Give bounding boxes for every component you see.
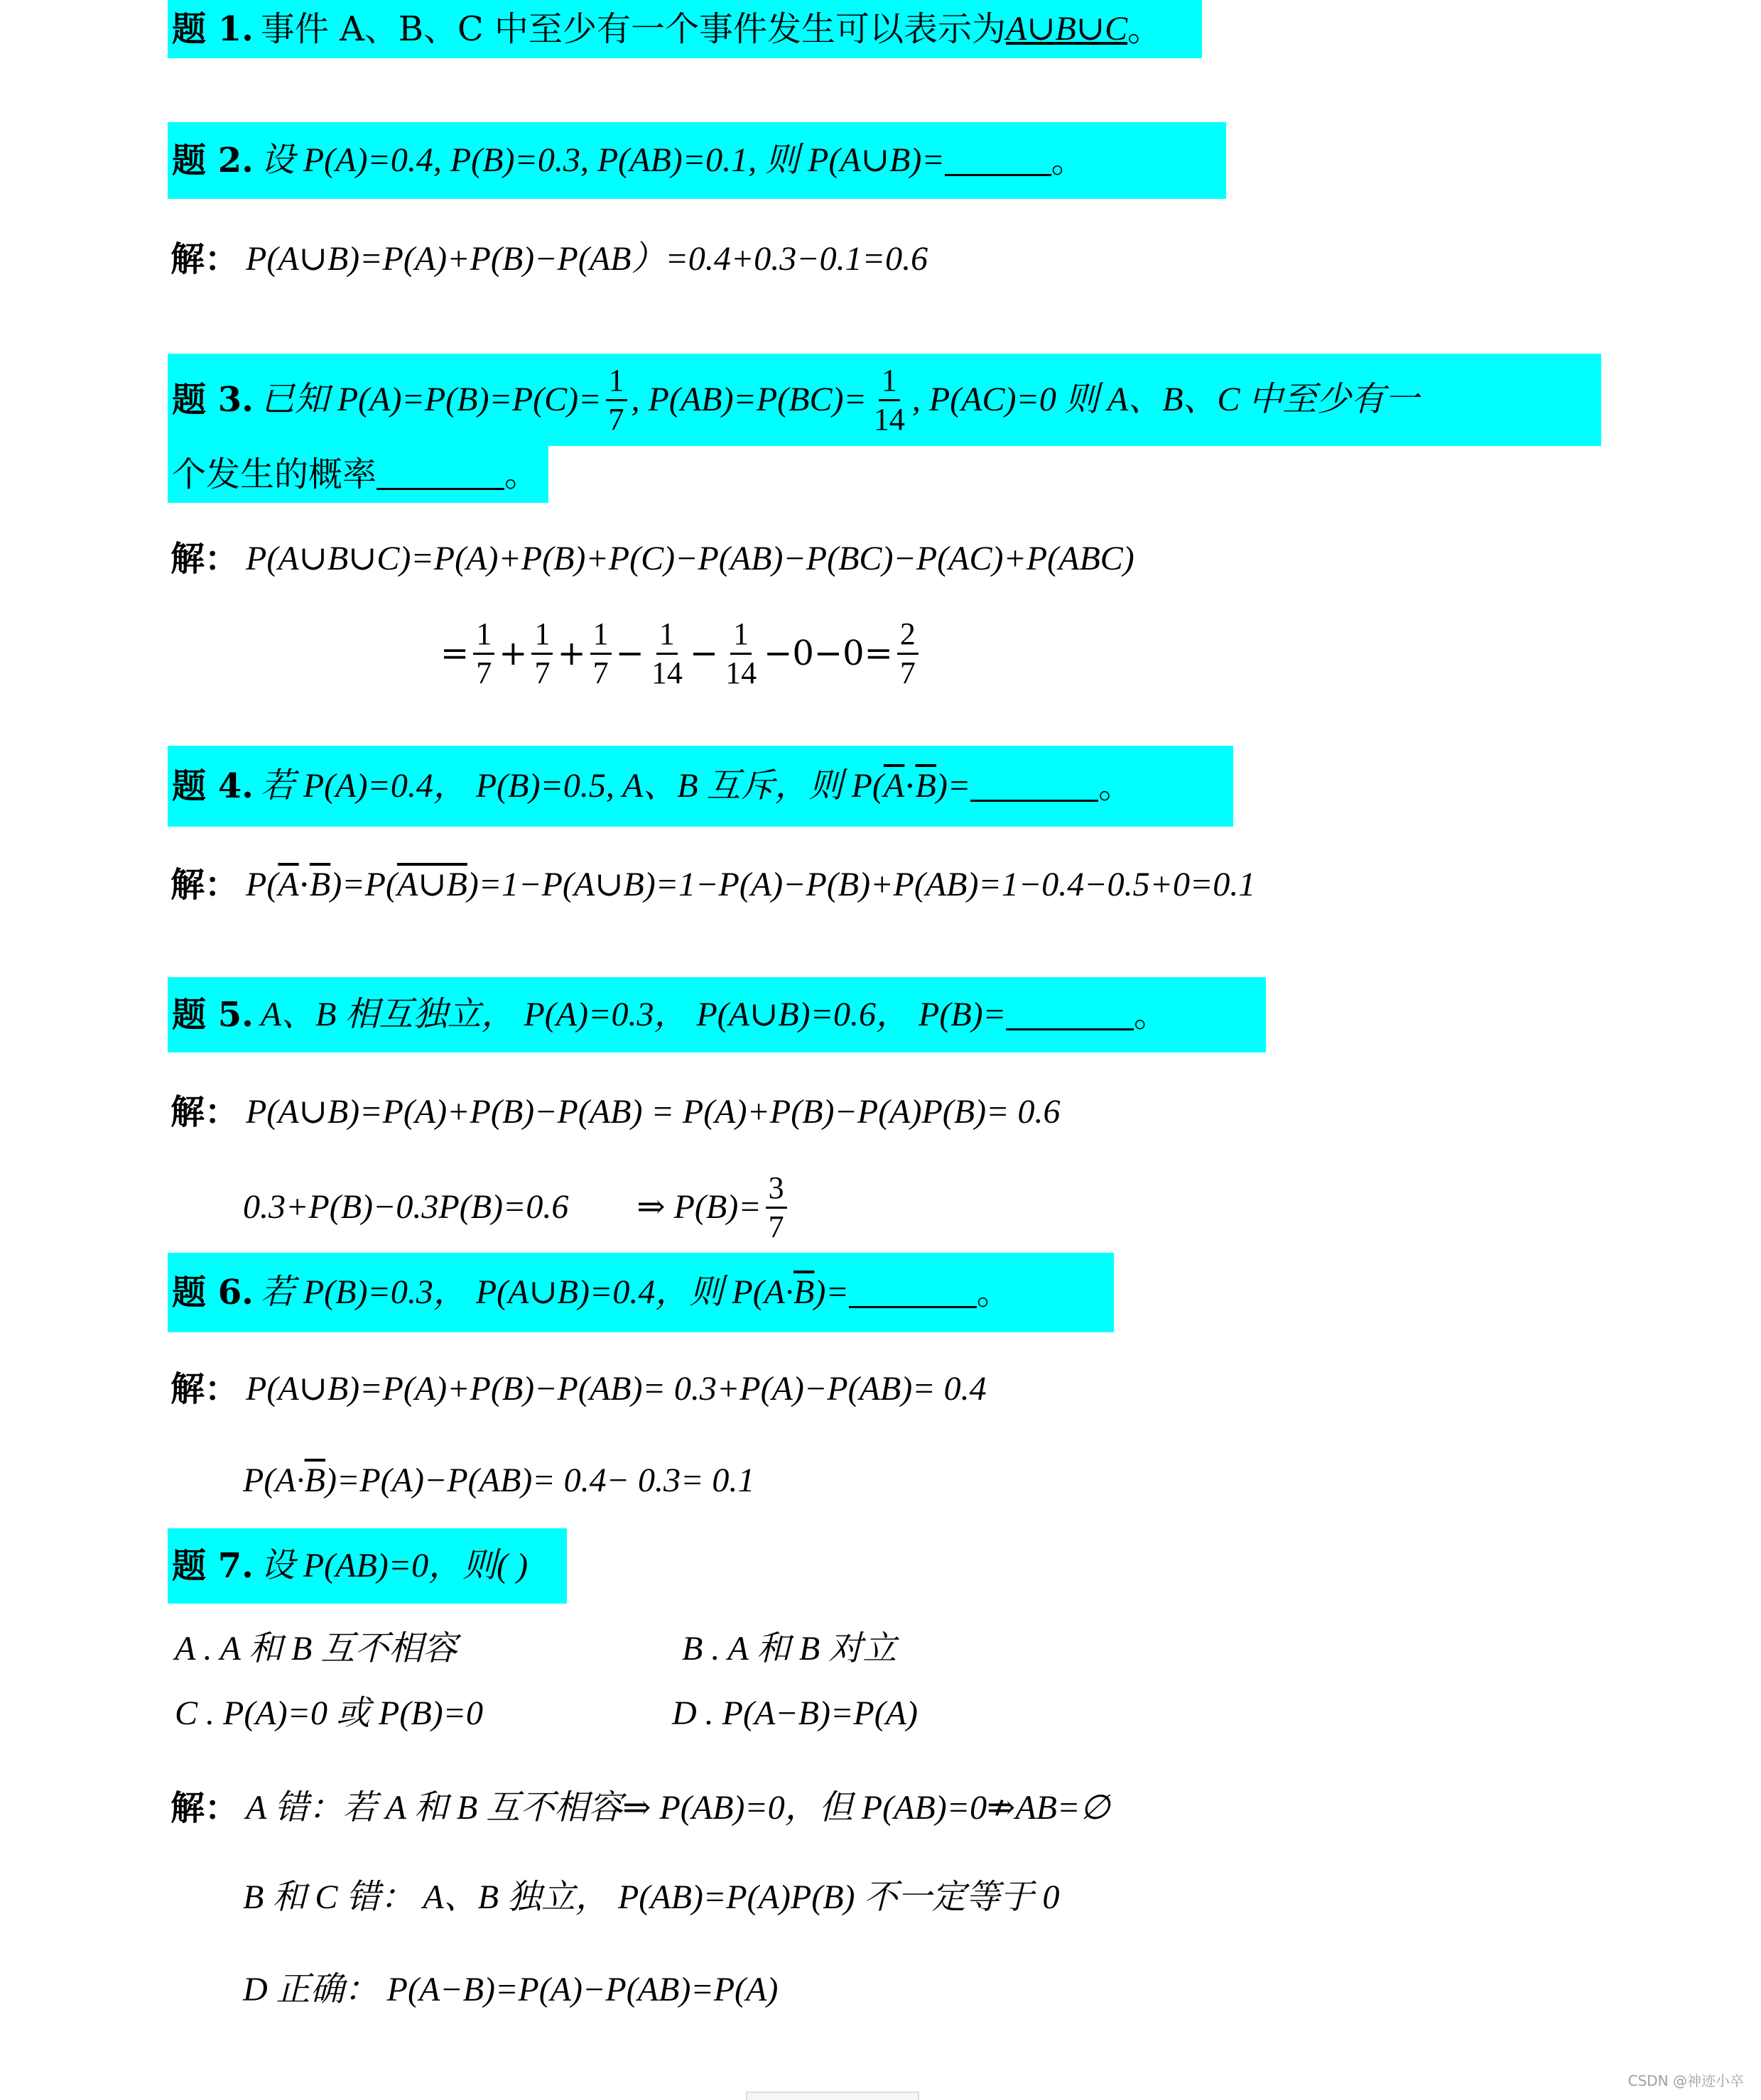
question-1-text: 事件 A、B、C 中至少有一个事件发生可以表示为	[260, 9, 1007, 49]
solution-3-fraction-1	[473, 616, 494, 690]
solution-5-line-2	[243, 1165, 791, 1250]
solution-7-line-3: D 正确： P(A−B)=P(A)−P(AB)=P(A)	[243, 1971, 779, 2008]
question-6-end: 。	[976, 1273, 1011, 1312]
question-2-text: 设 P(A)=0.4, P(B)=0.3, P(AB)=0.1, 则 P(A∪B)=	[260, 141, 945, 179]
question-4-text-b: )=	[936, 767, 971, 805]
fraction-denominator: 7	[899, 655, 916, 690]
fraction-denominator: 7	[476, 655, 492, 690]
solution-4-bar-a: $\overline{A}$	[278, 866, 299, 903]
fraction-denominator: 7	[768, 1209, 784, 1244]
fraction-numerator: 3	[766, 1173, 787, 1209]
solution-3-op-4: −	[689, 633, 719, 673]
question-5-text: A、B 相互独立， P(A)=0.3， P(A∪B)=0.6， P(B)=	[260, 996, 1007, 1033]
question-3-end: 。	[504, 455, 539, 494]
question-3-fraction-a	[606, 362, 627, 437]
solution-5-line-1-text: P(A∪B)=P(A)+P(B)−P(AB) = P(A)+P(B)−P(A)P(B)= 0.6	[246, 1093, 1061, 1131]
question-4-end: 。	[1098, 766, 1133, 806]
solution-3-line-1	[170, 534, 1134, 584]
question-5-blank	[1006, 1000, 1134, 1030]
solution-3-op-3: −	[615, 633, 644, 673]
page-tab	[746, 2091, 919, 2100]
solution-4-bar-b: $\overline{B}$	[309, 866, 331, 903]
solution-5-line-2-implies: ⇒ P(B)=	[636, 1188, 762, 1226]
fraction-numerator: 1	[656, 619, 678, 655]
solution-3-fraction-4	[649, 616, 686, 690]
question-1	[168, 0, 1202, 58]
question-4-bar-b: $\overline{B}$	[915, 767, 936, 805]
question-6-text-b: )=	[814, 1273, 849, 1311]
solution-7-label: 解：	[170, 1788, 239, 1828]
question-1-end: 。	[1127, 9, 1162, 49]
fraction-denominator: 7	[534, 655, 551, 690]
solution-4-bar-union: A∪B	[396, 866, 467, 903]
question-4-label: 题 4.	[172, 766, 254, 806]
solution-3-line-1-text: P(A∪B∪C)=P(A)+P(B)+P(C)−P(AB)−P(BC)−P(AC)+P(ABC)	[246, 540, 1134, 577]
solution-3-fraction-2	[531, 616, 553, 690]
solution-4	[170, 856, 1255, 913]
solution-5-line-1	[170, 1087, 1060, 1138]
solution-3-tail: −0−0=	[764, 633, 893, 673]
solution-3-fraction-3	[590, 616, 612, 690]
question-4-bar-a: $\overline{A}$	[883, 767, 905, 805]
solution-2-label: 解：	[170, 239, 239, 279]
solution-3-line-2	[440, 611, 923, 696]
fraction-numerator: 1	[531, 619, 553, 655]
fraction-numerator: 1	[590, 619, 612, 655]
solution-3-fraction-5	[722, 616, 759, 690]
solution-4-p3: )=1−P(A∪B)=1−P(A)−P(B)+P(AB)=1−0.4−0.5+0=0.1	[467, 866, 1256, 903]
question-6-blank	[849, 1278, 977, 1308]
solution-4-dot: ·	[298, 865, 310, 905]
fraction-numerator: 1	[730, 619, 752, 655]
fraction-denominator: 14	[725, 655, 757, 690]
question-6-bar-b: $\overline{B}$	[793, 1273, 815, 1311]
fraction-denominator: 14	[873, 401, 905, 437]
question-2-label: 题 2.	[172, 141, 254, 180]
solution-6-line-2-a: P(A·	[243, 1462, 305, 1499]
question-7-label: 题 7.	[172, 1546, 254, 1586]
question-3-line-1	[168, 354, 1601, 446]
solution-4-p1: P(	[246, 866, 278, 903]
question-7	[168, 1528, 567, 1604]
solution-6-line-2-b: )=P(A)−P(AB)= 0.4− 0.3= 0.1	[325, 1462, 755, 1499]
question-4-blank	[970, 771, 1098, 802]
question-2-blank	[945, 146, 1051, 176]
question-4	[168, 746, 1233, 827]
solution-6-label: 解：	[170, 1369, 239, 1409]
solution-5-fraction	[766, 1170, 787, 1244]
question-3-line-2	[168, 446, 548, 503]
solution-7-line-1-text: A 错：若 A 和 B 互不相容⇒ P(AB)=0，但 P(AB)=0⇏AB=∅	[246, 1789, 1110, 1827]
solution-6-line-2-bar: $\overline{B}$	[304, 1462, 325, 1499]
fraction-denominator: 14	[651, 655, 683, 690]
question-2	[168, 122, 1226, 199]
question-6-text-a: 若 P(B)=0.3， P(A∪B)=0.4，则 P(A·	[260, 1273, 793, 1311]
question-7-option-d: D . P(A−B)=P(A)	[672, 1694, 918, 1732]
solution-3-eq: =	[440, 633, 470, 673]
question-3-label: 题 3.	[172, 380, 254, 420]
question-3-text-c: , P(AC)=0 则 A、B、C 中至少有一	[911, 381, 1419, 418]
question-3-fraction-b	[871, 362, 908, 437]
question-7-option-c: C . P(A)=0 或 P(B)=0	[175, 1694, 484, 1732]
question-5-end: 。	[1134, 995, 1169, 1035]
fraction-numerator: 1	[606, 365, 627, 401]
fraction-numerator: 2	[897, 619, 919, 655]
solution-7-line-2: B 和 C 错： A、B 独立， P(AB)=P(A)P(B) 不一定等于 0	[243, 1878, 1060, 1916]
question-1-label: 题 1.	[172, 9, 254, 49]
question-7-option-a: A . A 和 B 互不相容	[175, 1630, 457, 1668]
fraction-denominator: 7	[592, 655, 609, 690]
question-6	[168, 1253, 1114, 1332]
question-3-text-b: , P(AB)=P(BC)=	[631, 381, 867, 418]
solution-2-text: P(A∪B)=P(A)+P(B)−P(AB）=0.4+0.3−0.1=0.6	[246, 240, 928, 278]
solution-3-op-2: +	[557, 633, 586, 673]
fraction-denominator: 7	[608, 401, 624, 437]
question-7-text: 设 P(AB)=0，则( )	[260, 1547, 529, 1584]
question-6-label: 题 6.	[172, 1273, 254, 1312]
question-5-label: 题 5.	[172, 995, 254, 1035]
fraction-numerator: 1	[473, 619, 494, 655]
question-3-text-a: 已知 P(A)=P(B)=P(C)=	[260, 381, 602, 418]
solution-5-label: 解：	[170, 1092, 239, 1132]
question-2-end: 。	[1051, 141, 1085, 180]
solution-4-p2: )=P(	[330, 866, 397, 903]
solution-7-line-1	[170, 1783, 1110, 1834]
solution-5-line-2-text: 0.3+P(B)−0.3P(B)=0.6	[243, 1188, 569, 1226]
question-5	[168, 977, 1266, 1052]
question-7-option-b: B . A 和 B 对立	[682, 1630, 897, 1668]
question-4-dot: ·	[904, 766, 916, 806]
solution-3-label: 解：	[170, 539, 239, 579]
solution-3-op-1: +	[499, 633, 528, 673]
question-3-blank	[376, 459, 504, 490]
solution-4-label: 解：	[170, 865, 239, 905]
solution-2	[170, 234, 928, 284]
solution-3-fraction-result	[897, 616, 919, 690]
solution-6-line-2	[243, 1454, 754, 1507]
solution-6-line-1	[170, 1364, 987, 1415]
watermark: CSDN @神迹小卒	[1627, 2072, 1744, 2089]
question-4-text-a: 若 P(A)=0.4， P(B)=0.5, A、B 互斥，则 P(	[260, 767, 884, 805]
question-3-line-2-text: 个发生的概率	[172, 455, 377, 494]
question-1-answer: A∪B∪C	[1006, 10, 1128, 48]
solution-6-line-1-text: P(A∪B)=P(A)+P(B)−P(AB)= 0.3+P(A)−P(AB)= 0.4	[246, 1370, 987, 1408]
fraction-numerator: 1	[879, 365, 900, 401]
